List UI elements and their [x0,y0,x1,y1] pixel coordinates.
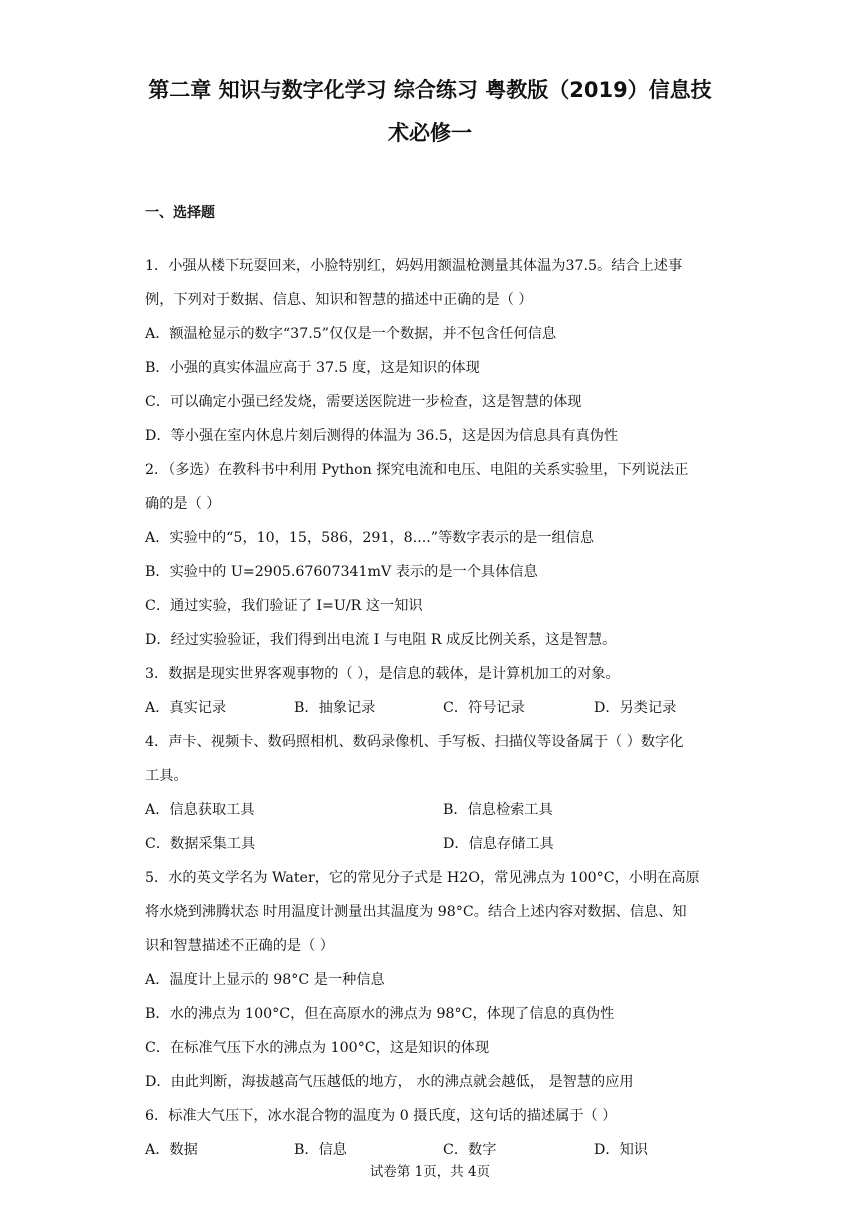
question-2-stem-line1: 2．（多选）在教科书中利用 Python 探究电流和电压、电阻的关系实验里，下列说法正 [145,462,689,478]
question-4-stem-line1: 4．声卡、视频卡、数码照相机、数码录像机、手写板、扫描仪等设备属于（ ）数字化 [145,734,684,750]
question-1-stem-line2: 例，下列对于数据、信息、知识和智慧的描述中正确的是（ ） [145,292,533,308]
question-4-option-d: D．信息存储工具 [443,836,554,852]
question-5-stem-line3: 识和智慧描述不正确的是（ ） [145,938,334,954]
question-6-option-b: B．信息 [294,1142,347,1158]
page-footer: 试卷第 1页，共 4页 [369,1164,491,1180]
question-6-option-a: A．数据 [145,1142,198,1158]
question-5-option-b: B．水的沸点为 100°C，但在高原水的沸点为 98°C，体现了信息的真伪性 [145,1006,615,1022]
question-4-option-b: B．信息检索工具 [443,802,553,818]
question-2-stem-line2: 确的是（ ） [145,496,221,512]
question-6-option-c: C．数字 [443,1142,497,1158]
question-3-stem: 3．数据是现实世界客观事物的（ ），是信息的载体，是计算机加工的对象。 [145,666,620,682]
page-title-line1: 第二章 知识与数字化学习 综合练习 粤教版（2019）信息技 [148,78,712,102]
question-6-option-d: D．知识 [594,1142,648,1158]
question-2-option-d: D．经过实验验证，我们得到出电流 I 与电阻 R 成反比例关系，这是智慧。 [145,632,617,648]
question-5-stem-line2: 将水烧到沸腾状态 时用温度计测量出其温度为 98°C。结合上述内容对数据、信息、知 [145,904,687,920]
question-5-option-c: C．在标准气压下水的沸点为 100°C，这是知识的体现 [145,1040,490,1056]
question-3-option-d: D．另类记录 [594,700,677,716]
question-4-option-a: A．信息获取工具 [145,802,255,818]
question-2-option-b: B．实验中的 U=2905.67607341mV 表示的是一个具体信息 [145,564,538,580]
question-5-option-d: D．由此判断，海拔越高气压越低的地方， 水的沸点就会越低， 是智慧的应用 [145,1074,634,1090]
question-5-option-a: A．温度计上显示的 98°C 是一种信息 [145,972,385,988]
question-4-option-c: C．数据采集工具 [145,836,256,852]
page-title-line2: 术必修一 [388,121,472,145]
question-4-stem-line2: 工具。 [145,768,188,784]
question-1-option-b: B．小强的真实体温应高于 37.5 度，这是知识的体现 [145,360,480,376]
question-3-option-a: A．真实记录 [145,700,227,716]
question-3-option-b: B．抽象记录 [294,700,376,716]
question-5-stem-line1: 5．水的英文学名为 Water，它的常见分子式是 H2O，常见沸点为 100°C，小明在高原 [145,870,700,886]
question-6-stem: 6．标准大气压下，冰水混合物的温度为 0 摄氏度，这句话的描述属于（ ） [145,1108,617,1124]
question-1-option-c: C．可以确定小强已经发烧，需要送医院进一步检查，这是智慧的体现 [145,394,582,410]
question-1-stem-line1: 1．小强从楼下玩耍回来，小脸特别红，妈妈用额温枪测量其体温为37.5。结合上述事 [145,258,683,274]
question-2-option-c: C．通过实验，我们验证了 I=U/R 这一知识 [145,598,423,614]
question-2-option-a: A．实验中的“5，10，15，586，291，8....”等数字表示的是一组信息 [145,530,595,546]
question-1-option-d: D．等小强在室内休息片刻后测得的体温为 36.5，这是因为信息具有真伪性 [145,428,619,444]
question-1-option-a: A．额温枪显示的数字“37.5”仅仅是一个数据，并不包含任何信息 [145,326,557,342]
section-heading: 一、选择题 [145,205,215,221]
question-3-option-c: C．符号记录 [443,700,525,716]
